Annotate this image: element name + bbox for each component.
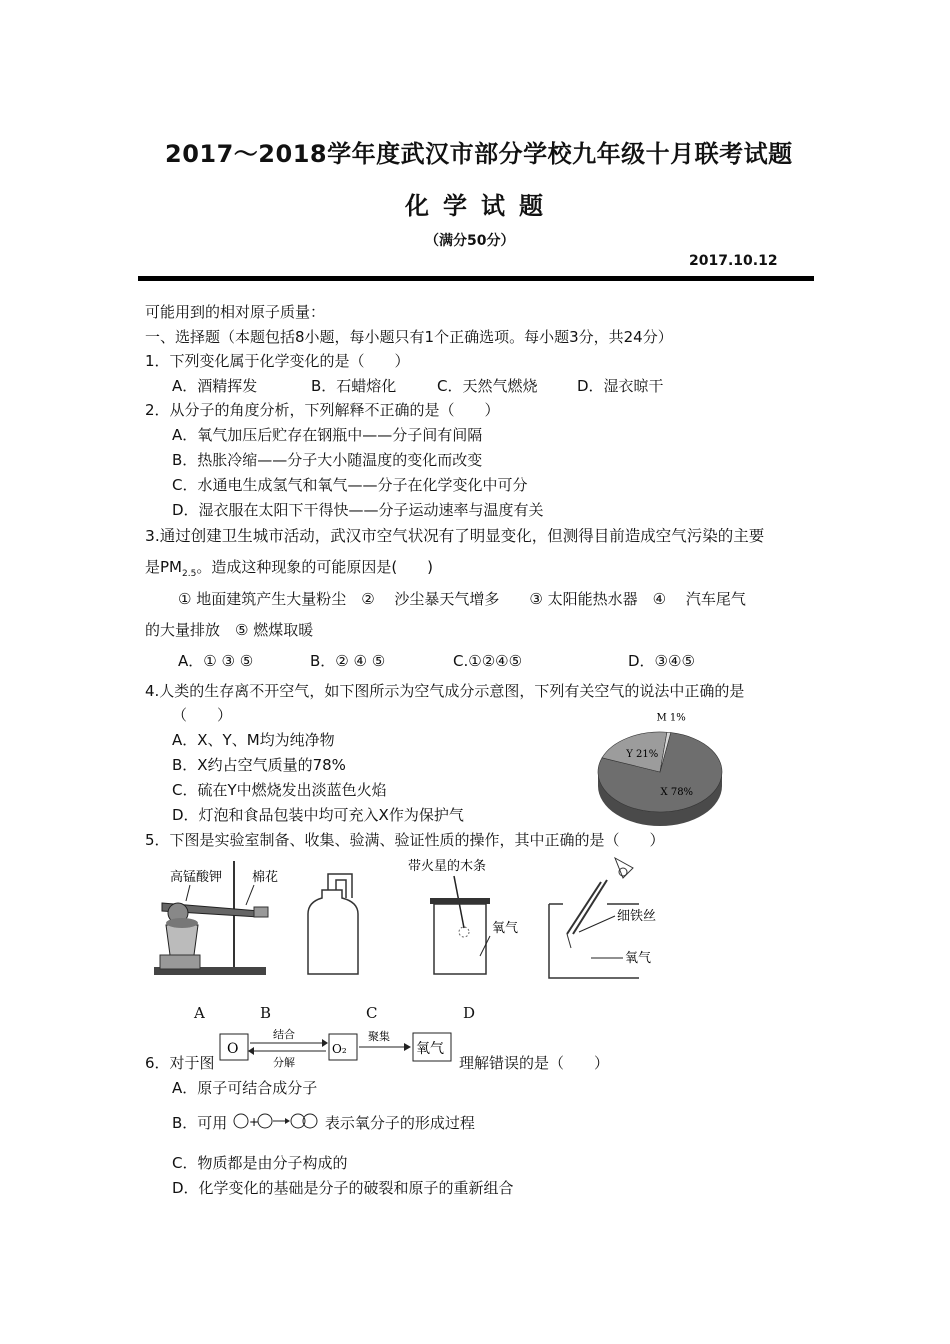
label-iron-wire: 细铁丝 [617, 909, 657, 924]
q3-stem-line1: 3.通过创建卫生城市活动，武汉市空气状况有了明显变化，但测得目前造成空气污染的主要 [145, 527, 765, 545]
figure-a-heating-apparatus [150, 855, 290, 980]
subject-title: 化学试题 [405, 192, 557, 220]
label-kmno4: 高锰酸钾 [170, 870, 223, 885]
q6-option-b-end: 表示氧分子的形成过程 [324, 1114, 475, 1132]
q3-stem-tail: 。造成这种现象的可能原因是( ) [196, 558, 434, 576]
q4-option-d: D．灯泡和食品包装中均可充入X作为保护气 [172, 806, 464, 824]
q3-stem-line2 [145, 557, 433, 584]
pie-label-m: M 1% [656, 712, 686, 724]
q1-option-c: C．天然气燃烧 [437, 377, 538, 395]
figure-d-iron-wire-burning [545, 852, 670, 982]
diagram-box-oxygen: 氧气 [416, 1041, 444, 1057]
q1-stem: 1．下列变化属于化学变化的是（ ） [145, 352, 410, 370]
q4-paren: （ ） [172, 706, 233, 724]
q6-option-d: D．化学变化的基础是分子的破裂和原子的重新组合 [172, 1179, 514, 1197]
q6-option-b-start: B．可用 [172, 1114, 228, 1132]
figure-b-gas-bottle [300, 868, 370, 978]
header-divider [138, 276, 814, 281]
q3-option-d: D．③④⑤ [628, 652, 695, 670]
q3-pm-text: 是PM [145, 558, 182, 576]
diagram-label-combine: 结合 [273, 1028, 295, 1041]
q1-option-d: D．湿衣晾干 [577, 377, 664, 395]
q2-option-c: C．水通电生成氢气和氧气——分子在化学变化中可分 [172, 476, 528, 494]
q3-items-line1: ① 地面建筑产生大量粉尘 ② 沙尘暴天气增多 ③ 太阳能热水器 ④ 汽车尾气 [178, 590, 746, 608]
pie-label-x: X 78% [660, 787, 694, 799]
exam-date: 2017.10.12 [689, 253, 778, 269]
q6-stem-start: 6．对于图 [145, 1054, 215, 1072]
label-oxygen-c: 氧气 [492, 921, 519, 936]
air-composition-pie-chart [592, 712, 732, 828]
q2-stem: 2．从分子的角度分析，下列解释不正确的是（ ） [145, 401, 500, 419]
diagram-label-gather: 聚集 [368, 1030, 390, 1043]
q3-option-a: A．① ③ ⑤ [178, 652, 254, 670]
q3-option-c: C.①②④⑤ [453, 652, 523, 670]
section-1-heading: 一、选择题（本题包括8小题，每小题只有1个正确选项。每小题3分，共24分） [145, 328, 673, 346]
oxygen-molecule-formation-icon [232, 1112, 320, 1132]
q5-stem: 5．下图是实验室制备、收集、验满、验证性质的操作，其中正确的是（ ） [145, 831, 665, 849]
diagram-box-o: O [227, 1041, 239, 1057]
atomic-mass-line: 可能用到的相对原子质量： [145, 303, 326, 321]
q6-stem-end: 理解错误的是（ ） [459, 1054, 610, 1072]
q2-option-d: D．湿衣服在太阳下干得快——分子运动速率与温度有关 [172, 501, 544, 519]
full-score: （满分50分） [425, 233, 515, 249]
diagram-box-o2: O₂ [332, 1042, 347, 1056]
figure-letter-a: A [194, 1004, 205, 1022]
q6-oxygen-process-diagram [218, 1026, 458, 1070]
q4-option-b: B．X约占空气质量的78% [172, 756, 346, 774]
diagram-label-decompose: 分解 [273, 1056, 295, 1069]
figure-letter-c: C [366, 1004, 378, 1022]
exam-title: 2017～2018学年度武汉市部分学校九年级十月联考试题 [165, 140, 793, 168]
label-oxygen-d: 氧气 [625, 951, 652, 966]
q6-option-c: C．物质都是由分子构成的 [172, 1154, 348, 1172]
q1-option-a: A．酒精挥发 [172, 377, 258, 395]
figure-letter-b: B [260, 1004, 272, 1022]
figure-c-oxygen-test [400, 852, 530, 982]
pie-label-y: Y 21% [626, 749, 659, 761]
q2-option-b: B．热胀冷缩——分子大小随温度的变化而改变 [172, 451, 483, 469]
figure-letter-d: D [463, 1004, 476, 1022]
q4-option-a: A．X、Y、M均为纯净物 [172, 731, 335, 749]
q2-option-a: A．氧气加压后贮存在钢瓶中——分子间有间隔 [172, 426, 483, 444]
label-glowing-splint: 带火星的木条 [408, 859, 487, 874]
svg-text:+: + [249, 1115, 260, 1129]
q4-stem: 4.人类的生存离不开空气，如下图所示为空气成分示意图，下列有关空气的说法中正确的是 [145, 682, 745, 700]
q6-option-b [172, 1112, 475, 1133]
q3-items-line2: 的大量排放 ⑤ 燃煤取暖 [145, 621, 314, 639]
label-cotton: 棉花 [252, 870, 279, 885]
q6-option-a: A．原子可结合成分子 [172, 1079, 318, 1097]
q1-option-b: B．石蜡熔化 [311, 377, 397, 395]
q3-pm-subscript: 2.5 [182, 569, 197, 579]
q3-option-b: B．② ④ ⑤ [310, 652, 386, 670]
q4-option-c: C．硫在Y中燃烧发出淡蓝色火焰 [172, 781, 387, 799]
